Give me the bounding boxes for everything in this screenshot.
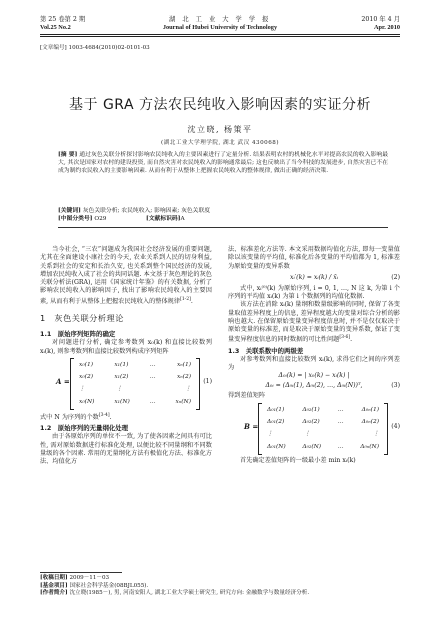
footnote-received: [收稿日期] 2009－11－03 [40, 575, 110, 581]
footnote-author: [作者简介] 沈立晓(1985－), 男, 河南安阳人, 湖北工业大学硕士研究生, 研究方向: 金融数学与数量经济分析. [40, 590, 310, 597]
equation-number: (2) [391, 273, 400, 281]
authors: 沈立晓, 杨策平 [187, 125, 253, 134]
volume-en: Vol.25 No.2 [40, 24, 71, 31]
equation-2 [228, 271, 400, 285]
section-heading-1: 1 灰色关联分析理论 [40, 312, 124, 323]
matrix-row: Δ₀₁(2) Δ₀₂(2) … Δ₀ₙ(2) [267, 418, 379, 425]
journal-name-en: Journal of Hubei University of Technology [162, 24, 278, 31]
matrix-a-brackets [70, 358, 200, 410]
paragraph-1-1: 对问题进行分析, 确定参考数列 x₀(k) 和直接比较数列 xᵢ(k), 则参考数列和直接比较数列构成序列矩阵 [40, 339, 212, 355]
equation-number: (1) [203, 377, 212, 385]
abstract-text: 通过灰色关联分析探讨影响农民纯收入的主要因素进行了定量分析. 结果表明农村的机械化水平对提高农民的收入影响最大, 其次是国家对农村的建设投资, 而自然灾害对农民纯收入的影响通常最后; 这也反映出了当今科技的发展进步, 自然灾害已不在成为制约农民收入的主要影响因素. 从而有利于从整体上把握农民纯收入的整体规律, 做出正确的经济决策. [58, 152, 388, 174]
matrix-a [40, 358, 212, 410]
equation-3a [228, 372, 400, 382]
classification-line [58, 215, 388, 223]
clc-label: [中图分类号] [58, 216, 93, 222]
left-column [40, 246, 212, 466]
matrix-row: Δ₀₁(1) Δ₀₂(1) … Δ₀ₙ(1) [267, 406, 379, 413]
intro-paragraph: 当今社会, “三农”问题成为我国社会经济发展的重要问题, 尤其在全面建设小康社会的今天, 农业关系到人民的切身利益, 关系到社会的安定和长治久安, 也关系到整个国民经济的发展, 增加农民纯收入成了社会的共同话题. 本文基于灰色理论的灰色关联分析法(GRA), 运用《国家统计年鉴》的有关数据, 分析了影响农民纯收入的影响因子, 找出了影响农民纯收入的主要因素, 从而有利于从整体上把握农民纯收入的整体规律[1-2]. [40, 246, 212, 305]
paragraph-1-3: 对参考数列和直接比较数列 xᵢ(k), 求得它们之间的序列差为 [228, 355, 400, 372]
matrix-row: ⋮ ⋮ ⋮ [79, 385, 191, 392]
paragraph-method: 该方法在消除 xᵢ(k) 量纲和数量级影响的同时, 保留了各变量取值差异程度上的信息, 差异程度越大的变量对综合分析的影响也越大. 在保留原始变量变异程度信息时, 并不是仅仅取决于原始变量的标准差, 而是取决于原始变量的变异系数, 保证了变量变异程度信息的同时数据的可比性问题[3-6]. [228, 301, 400, 344]
date-cn: 2010 年 4 月 [361, 16, 400, 23]
keywords [58, 207, 388, 215]
paragraph-diff-matrix: 得到差值矩阵 [228, 392, 266, 400]
header-rule [40, 34, 400, 35]
section-heading-1-1: 1.1 原始序列矩阵的确定 [40, 330, 116, 339]
keywords-text: 灰色关联分析; 农民纯收入; 影响因素; 灰色关联度 [82, 208, 211, 214]
matrix-b-label: B = [244, 421, 259, 431]
paragraph-1-2: 由于各原始序列的单位不一致, 为了使各因素之间具有可比性, 需对原始数据进行标准化处理, 以便比较不同量纲和不同数量级的各个因素. 常用的无量纲化方法有极值化方法、标准化方法、均值化方 [40, 433, 212, 466]
equation-3b [228, 382, 400, 392]
footnote-fund: [基金项目] 国家社会科学基金(08BJL055). [40, 582, 149, 589]
paragraph-continued: 法、标准差化方法等. 本文采用数据均值化方法, 即每一变量值除以该变量的平均值, 标准化后各变量的平均值都为 1, 标准差为原始变量的变异系数 [228, 246, 400, 270]
header-rule-thin [40, 36, 400, 37]
abstract-rule [58, 227, 388, 228]
matrix-a-label: A = [56, 376, 70, 386]
equation-3b-formula: Δ₀ᵢ = (Δ₀ᵢ(1), Δ₀ᵢ(2), …, Δ₀ᵢ(N))ᵀ, [265, 382, 363, 390]
equation-3a-formula: Δ₀ᵢ(k) = | x₀(k) − xᵢ(k) | [278, 372, 350, 380]
doc-code-label: [文献标识码] [146, 216, 181, 222]
matrix-note: 式中 N 为序列的个数[3-4]. [40, 412, 112, 421]
date-en: Apr. 2010 [373, 24, 400, 31]
paper-title: 基于 GRA 方法农民纯收入影响因素的实证分析 [69, 97, 371, 113]
journal-name-cn: 湖 北 工 业 大 学 学 报 [169, 16, 271, 23]
matrix-row: x₀(2) x₁(2) … xₙ(2) [79, 373, 191, 380]
equation-number: (3) [391, 382, 400, 390]
matrix-row: x₀(1) x₁(1) … xₙ(1) [79, 361, 191, 368]
equation-number: (4) [391, 422, 400, 430]
matrix-row: ⋮ ⋮ ⋮ [267, 430, 379, 437]
affiliation: (湖北工业大学理学院, 湖北 武汉 430068) [160, 140, 280, 146]
equation-2-formula: xᵢ′(k) = xᵢ(k) / x̄ᵢ [290, 273, 338, 281]
article-number: [文章编号] 1003-4684(2010)02-0101-03 [40, 45, 150, 51]
footnote-rule [40, 572, 122, 573]
abstract [58, 152, 388, 176]
matrix-row: x₀(N) x₁(N) … xₙ(N) [79, 398, 191, 405]
section-heading-1-3: 1.3 关联系数中的两级差 [228, 346, 304, 355]
doc-code-value: A [180, 216, 185, 222]
matrix-b [228, 403, 400, 455]
matrix-row: Δ₀₁(N) Δ₀₂(N) … Δ₀ₙ(N) [267, 443, 379, 450]
section-heading-1-2: 1.2 原始序列的无量纲化处理 [40, 424, 129, 433]
paragraph-min-diff: 首先确定差值矩阵的一级最小差 min xᵢ(k) [240, 456, 356, 464]
keywords-label: [关键词] [58, 208, 81, 214]
abstract-label: [摘 要] [58, 152, 78, 158]
matrix-b-brackets [258, 403, 388, 455]
volume-cn: 第 25 卷第 2 期 [40, 16, 86, 23]
paragraph-variables: 式中, xᵢ⁽⁰⁾(k) 为原始序列, i = 0, 1, …, N 这 k, 为第 i 个序列的平均值 xᵢ(k) 为第 i 个数据列的均值化数据. [228, 284, 400, 300]
clc-value: O29 [94, 216, 107, 222]
footnotes [40, 575, 400, 598]
right-column [228, 246, 400, 465]
